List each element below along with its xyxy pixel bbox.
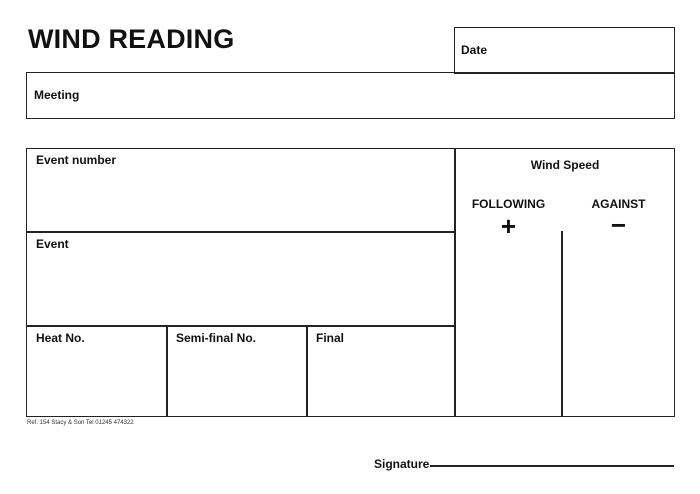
against-label: AGAINST [591,197,646,211]
wind-speed-heading: Wind Speed [530,158,600,172]
reference-text: Ref. 154 Stacy & Son Tel 01245 474322 [27,420,134,426]
heat-number-field[interactable] [27,326,166,416]
final-field[interactable] [308,326,454,416]
minus-sign: − [610,210,627,240]
event-details-section [26,148,675,417]
form-title: WIND READING [28,24,235,54]
following-label: FOLLOWING [471,197,546,211]
event-field[interactable] [27,232,454,325]
heat-number-label: Heat No. [36,331,85,345]
semifinal-number-label: Semi-final No. [176,331,257,345]
plus-sign: + [500,211,517,241]
event-number-label: Event number [36,153,117,167]
event-label: Event [36,237,69,251]
signature-line[interactable] [430,465,674,467]
following-column[interactable] [456,189,561,416]
event-number-field[interactable] [27,149,454,232]
meeting-label: Meeting [34,88,80,102]
meeting-field[interactable] [26,72,675,119]
date-label: Date [461,43,488,57]
signature-label: Signature [374,457,430,471]
semifinal-number-field[interactable] [168,326,306,416]
wind-speed-panel [456,149,674,416]
final-label: Final [316,331,345,345]
against-column[interactable] [563,189,674,416]
date-field[interactable] [454,27,675,74]
